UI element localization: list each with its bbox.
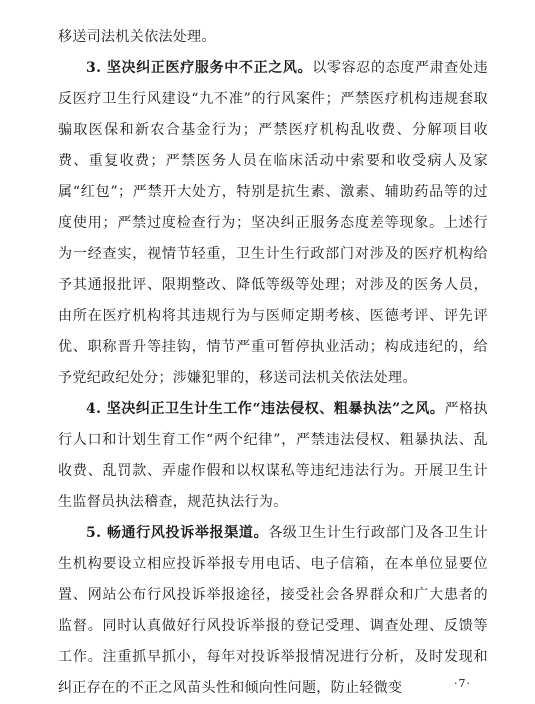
paragraph-text: 移送司法机关依法处理。 xyxy=(58,29,216,45)
paragraph-item-4 xyxy=(58,394,488,518)
paragraph-heading: 4. 坚决纠正卫生计生工作“违法侵权、粗暴执法”之风。 xyxy=(86,401,445,417)
paragraph-continuation xyxy=(58,22,488,53)
paragraph-item-5 xyxy=(58,518,488,704)
paragraph-text: 各级卫生计生行政部门及各卫生计生机构要设立相应投诉举报专用电话、电子信箱，在本单位显要位置、网站公布行风投诉举报途径，接受社会各界群众和广大患者的监督。同时认真做好行风投诉举报的登记受理、调查处理、反馈等工作。注重抓早抓小，每年对投诉举报情况进行分析，及时发现和纠正存在的不正之风苗头性和倾向性问题，防止轻微变 xyxy=(58,525,489,696)
paragraph-item-3 xyxy=(58,53,488,394)
page-number: ·7· xyxy=(454,677,471,690)
paragraph-heading: 3. 坚决纠正医疗服务中不正之风。 xyxy=(86,60,313,76)
paragraph-heading: 5. 畅通行风投诉举报渠道。 xyxy=(86,525,269,541)
paragraph-text: 严格执行人口和计划生育工作“两个纪律”，严禁违法侵权、粗暴执法、乱收费、乱罚款、弄虚作假和以权谋私等违纪违法行为。开展卫生计生监督员执法稽查，规范执法行为。 xyxy=(58,401,488,510)
paragraph-text: 以零容忍的态度严肃查处违反医疗卫生行风建设“九不准”的行风案件；严禁医疗机构违规套取骗取医保和新农合基金行为；严禁医疗机构乱收费、分解项目收费、重复收费；严禁医务人员在临床活动中索要和收受病人及家属“红包”；严禁开大处方，特别是抗生素、激素、辅助药品等的过度使用；严禁过度检查行为；坚决纠正服务态度差等现象。上述行为一经查实，视情节轻重，卫生计生行政部门对涉及的医疗机构给予其通报批评、限期整改、降低等级等处理；对涉及的医务人员， 由所在医疗机构将其违规行为与医师定期考核、医德考评、评先评优、职称晋升等挂钩，情节严重可暂停执业活动；构成违纪的，给予党纪政纪处分；涉嫌犯罪的，移送司法机关依法处理。 xyxy=(58,60,488,386)
document-body xyxy=(58,22,488,704)
